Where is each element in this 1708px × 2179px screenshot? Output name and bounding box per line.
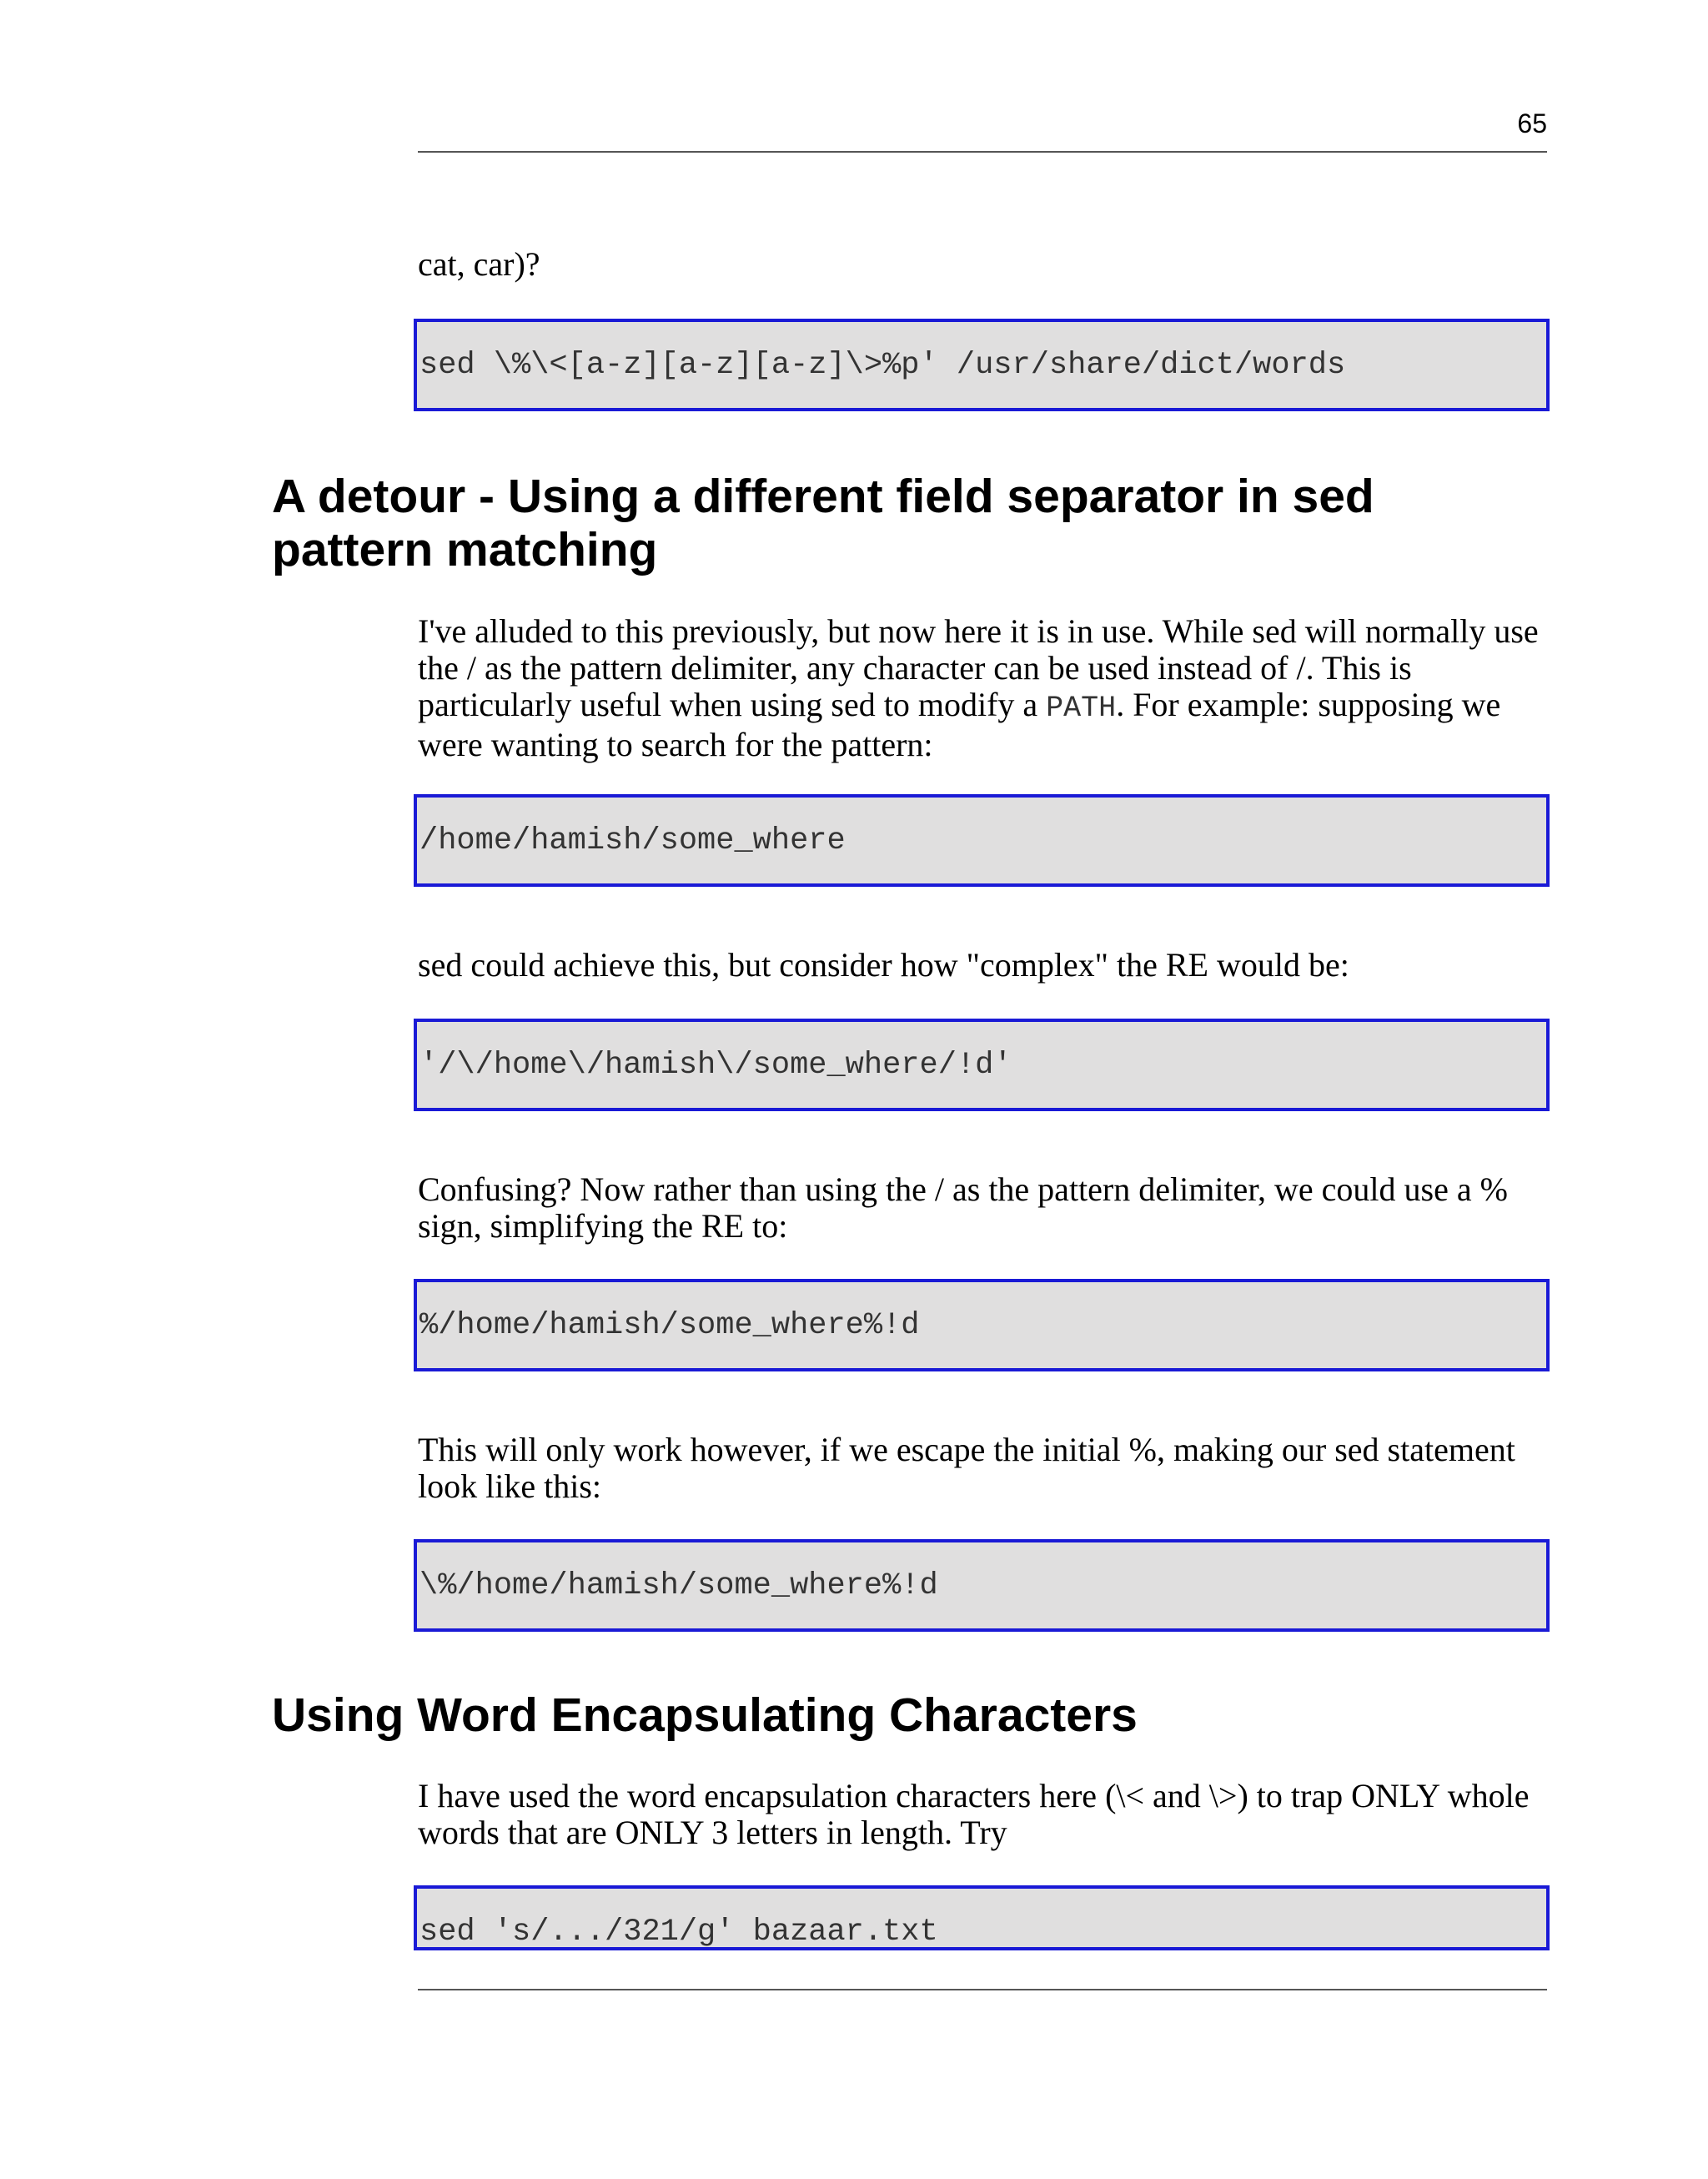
code-block-path <box>414 794 1550 887</box>
paragraph-complex-re: sed could achieve this, but consider how "complex" the RE would be: <box>418 946 1349 984</box>
code-block-escaped-re <box>414 1019 1550 1111</box>
paragraph-text: I've alluded to this previously, but now here it is in use. While sed will normally use the / as the pattern delimiter, any character can be used instead of /. This is particularly useful when using sed to modify a <box>418 612 1539 723</box>
inline-code-path: PATH <box>1046 692 1117 725</box>
code-block-percent-re <box>414 1279 1550 1371</box>
paragraph-delimiter-intro <box>418 613 1560 763</box>
heading-line-2: pattern matching <box>272 523 658 576</box>
code-text: sed \%\<[a-z][a-z][a-z]\>%p' /usr/share/dict/words <box>419 347 1346 383</box>
code-text: \%/home/hamish/some_where%!d <box>419 1568 938 1603</box>
intro-fragment: cat, car)? <box>418 245 540 283</box>
paragraph-escape-initial: This will only work however, if we escape the initial %, making our sed statement look like this: <box>418 1431 1515 1505</box>
paragraph-text: . For example: supposing we were wanting to search for the pattern: <box>418 686 1501 763</box>
paragraph-confusing: Confusing? Now rather than using the / as the pattern delimiter, we could use a % sign, simplifying the RE to: <box>418 1170 1508 1245</box>
code-block-bazaar <box>414 1885 1550 1950</box>
code-block-escaped-percent <box>414 1539 1550 1632</box>
heading-line-1: A detour - Using a different field separator in sed <box>272 470 1374 523</box>
header-rule <box>418 151 1547 153</box>
code-text: /home/hamish/some_where <box>419 823 846 858</box>
section-heading-word-encapsulation: Using Word Encapsulating Characters <box>272 1688 1138 1742</box>
code-text: %/home/hamish/some_where%!d <box>419 1307 920 1343</box>
code-block-intro <box>414 319 1550 411</box>
section-heading-detour <box>272 470 1573 576</box>
footer-rule <box>418 1989 1547 1990</box>
paragraph-word-encapsulation: I have used the word encapsulation characters here (\< and \>) to trap ONLY whole words that are ONLY 3 letters in length. Try <box>418 1777 1530 1851</box>
code-text: sed 's/.../321/g' bazaar.txt <box>419 1915 938 1950</box>
page-number: 65 <box>1517 108 1547 138</box>
code-text: '/\/home\/hamish\/some_where/!d' <box>419 1047 1012 1083</box>
